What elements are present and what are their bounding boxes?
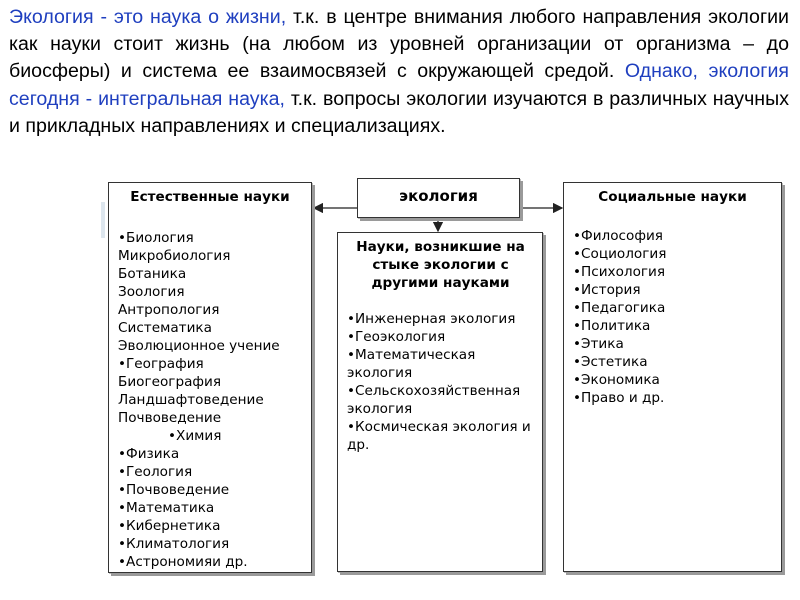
center-box (357, 178, 520, 218)
natural-science-item: •Климатология (118, 536, 230, 552)
social-science-item: •Этика (573, 336, 624, 352)
junction-sciences-title: Науки, возникшие на стыке экологии с другими науками (356, 239, 525, 291)
social-sciences-list (573, 227, 781, 407)
natural-science-item: Биогеография (118, 374, 222, 390)
intro-highlight-2: Однако, экология сегодня - интегральная наука, (9, 60, 789, 110)
intro-highlight-1: Экология - это наука о жизни, (9, 6, 287, 28)
social-sciences-title: Социальные науки (598, 189, 747, 205)
natural-science-item: •Почвоведение (118, 482, 230, 498)
natural-science-item: Почвоведение (118, 410, 222, 426)
natural-science-item: •Математика (118, 500, 215, 516)
natural-science-item: Систематика (118, 320, 212, 336)
junction-science-item: •Космическая экология и др. (347, 419, 531, 453)
natural-science-item: Зоология (118, 284, 185, 300)
center-box-title: экология (399, 187, 478, 205)
social-science-item: •Политика (573, 318, 651, 334)
social-sciences-box (563, 182, 782, 572)
social-science-item: •Право и др. (573, 390, 665, 406)
intro-text-1: т.к. в центре внимания любого направления экологии как науки стоит жизнь (на любом из уровней организации от организма – до биосферы) и система ее взаимосвязей с окружающей средой. (9, 6, 789, 83)
social-science-item: •Психология (573, 264, 666, 280)
natural-science-item: Ландшафтоведение (118, 392, 264, 408)
junction-sciences-box (337, 232, 543, 572)
natural-sciences-box (108, 182, 312, 573)
social-science-item: •История (573, 282, 641, 298)
natural-science-item: •Геология (118, 464, 193, 480)
natural-science-item: •Кибернетика (118, 518, 221, 534)
junction-sciences-list (347, 310, 534, 454)
natural-science-item: •Физика (118, 446, 180, 462)
junction-science-item: •Геоэкология (347, 329, 446, 345)
social-science-item: •Философия (573, 228, 663, 244)
social-science-item: •Социология (573, 246, 667, 262)
social-science-item: •Экономика (573, 372, 660, 388)
natural-science-item: Антропология (118, 302, 220, 318)
junction-science-item: •Инженерная экология (347, 311, 516, 327)
junction-science-item: •Математическая экология (347, 347, 476, 381)
natural-science-item: •География (118, 356, 204, 372)
natural-science-item: Ботаника (118, 266, 187, 282)
natural-science-item: Эволюционное учение (118, 338, 280, 354)
junction-science-item: •Сельскохозяйственная экология (347, 383, 521, 417)
intro-text-2: т.к. вопросы экологии изучаются в различных научных и прикладных направлениях и специализациях. (9, 87, 789, 137)
social-science-item: •Эстетика (573, 354, 648, 370)
natural-sciences-list (118, 229, 311, 571)
natural-science-item: •Биология (118, 230, 194, 246)
natural-science-item: •Астрономияи др. (118, 554, 248, 570)
social-science-item: •Педагогика (573, 300, 666, 316)
natural-sciences-title: Естественные науки (130, 189, 290, 205)
natural-science-item: Микробиология (118, 248, 231, 264)
natural-science-item: •Химия (168, 428, 222, 444)
